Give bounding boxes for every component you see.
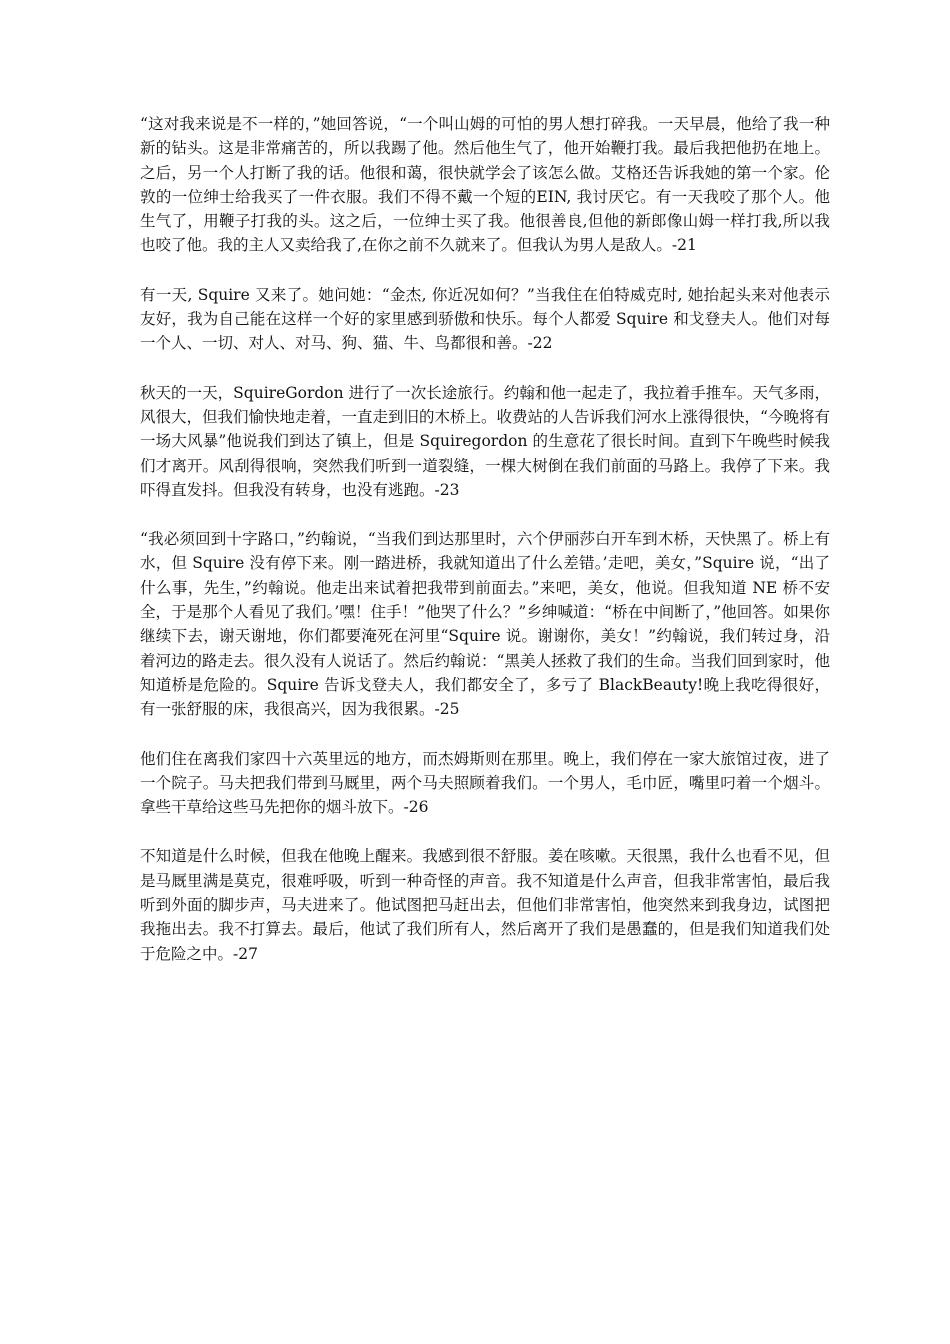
paragraph-26: 他们住在离我们家四十六英里远的地方，而杰姆斯则在那里。晚上，我们停在一家大旅馆过夜，进了一个院子。马夫把我们带到马厩里，两个马夫照顾着我们。一个男人，毛巾匠，嘴里叼着一个烟斗。拿些干草给这些马先把你的烟斗放下。-26 (140, 749, 830, 817)
paragraph-21: “这对我来说是不一样的，”她回答说，“一个叫山姆的可怕的男人想打碎我。一天早晨，他给了我一种新的钻头。这是非常痛苦的，所以我踢了他。然后他生气了，他开始鞭打我。最后我把他扔在地上。之后，另一个人打断了我的话。他很和蔼，很快就学会了该怎么做。艾格还告诉我她的第一个家。伦敦的一位绅士给我买了一件衣服。我们不得不戴一个短的EIN, 我讨厌它。有一天我咬了那个人。他生气了，用鞭子打我的头。这之后，一位绅士买了我。他很善良,但他的新郎像山姆一样打我,所以我也咬了他。我的主人又卖给我了,在你之前不久就来了。但我认为男人是敌人。-21 (140, 115, 830, 255)
paragraph-27: 不知道是什么时候，但我在他晚上醒来。我感到很不舒服。姜在咳嗽。天很黑，我什么也看不见，但是马厩里满是莫克，很难呼吸，听到一种奇怪的声音。我不知道是什么声音，但我非常害怕，最后我听到外面的脚步声，马夫进来了。他试图把马赶出去，但他们非常害怕，他突然来到我身边，试图把我拖出去。我不打算去。最后，他试了我们所有人，然后离开了我们是愚蠢的，但是我们知道我们处于危险之中。-27 (140, 847, 830, 963)
paragraph-25: “我必须回到十字路口，”约翰说，“当我们到达那里时，六个伊丽莎白开车到木桥，天快黑了。桥上有水，但 Squire 没有停下来。刚一踏进桥，我就知道出了什么差错。’走吧，美女，”Squire 说，“出了什么事，先生，”约翰说。他走出来试着把我带到前面去。”来吧，美女，他说。但我知道 NE 桥不安全，于是那个人看见了我们。’嘿！住手！”他哭了什么？”乡绅喊道：“桥在中间断了，”他回答。如果你继续下去，谢天谢地，你们都要淹死在河里“Squire 说。谢谢你，美女！”约翰说，我们转过身，沿着河边的路走去。很久没有人说话了。然后约翰说：“黑美人拯救了我们的生命。当我们回到家时，他知道桥是危险的。Squire 告诉戈登夫人，我们都安全了，多亏了 BlackBeauty!晚上我吃得很好，有一张舒服的床，我很高兴，因为我很累。-25 (140, 530, 830, 719)
document-body (140, 112, 830, 991)
paragraph-23: 秋天的一天，SquireGordon 进行了一次长途旅行。约翰和他一起走了，我拉着手推车。天气多雨，风很大，但我们愉快地走着，一直走到旧的木桥上。收费站的人告诉我们河水上涨得很快，“今晚将有一场大风暴”他说我们到达了镇上，但是 Squiregordon 的生意花了很长时间。直到下午晚些时候我们才离开。风刮得很响，突然我们听到一道裂缝，一棵大树倒在我们前面的马路上。我停了下来。我吓得直发抖。但我没有转身，也没有逃跑。-23 (140, 383, 830, 499)
paragraph-22: 有一天, Squire 又来了。她问她：“金杰, 你近况如何？”当我住在伯特威克时, 她抬起头来对他表示友好，我为自己能在这样一个好的家里感到骄傲和快乐。每个人都爱 Squire 和戈登夫人。他们对每一个人、一切、对人、对马、狗、猫、牛、鸟都很和善。-22 (140, 285, 830, 353)
